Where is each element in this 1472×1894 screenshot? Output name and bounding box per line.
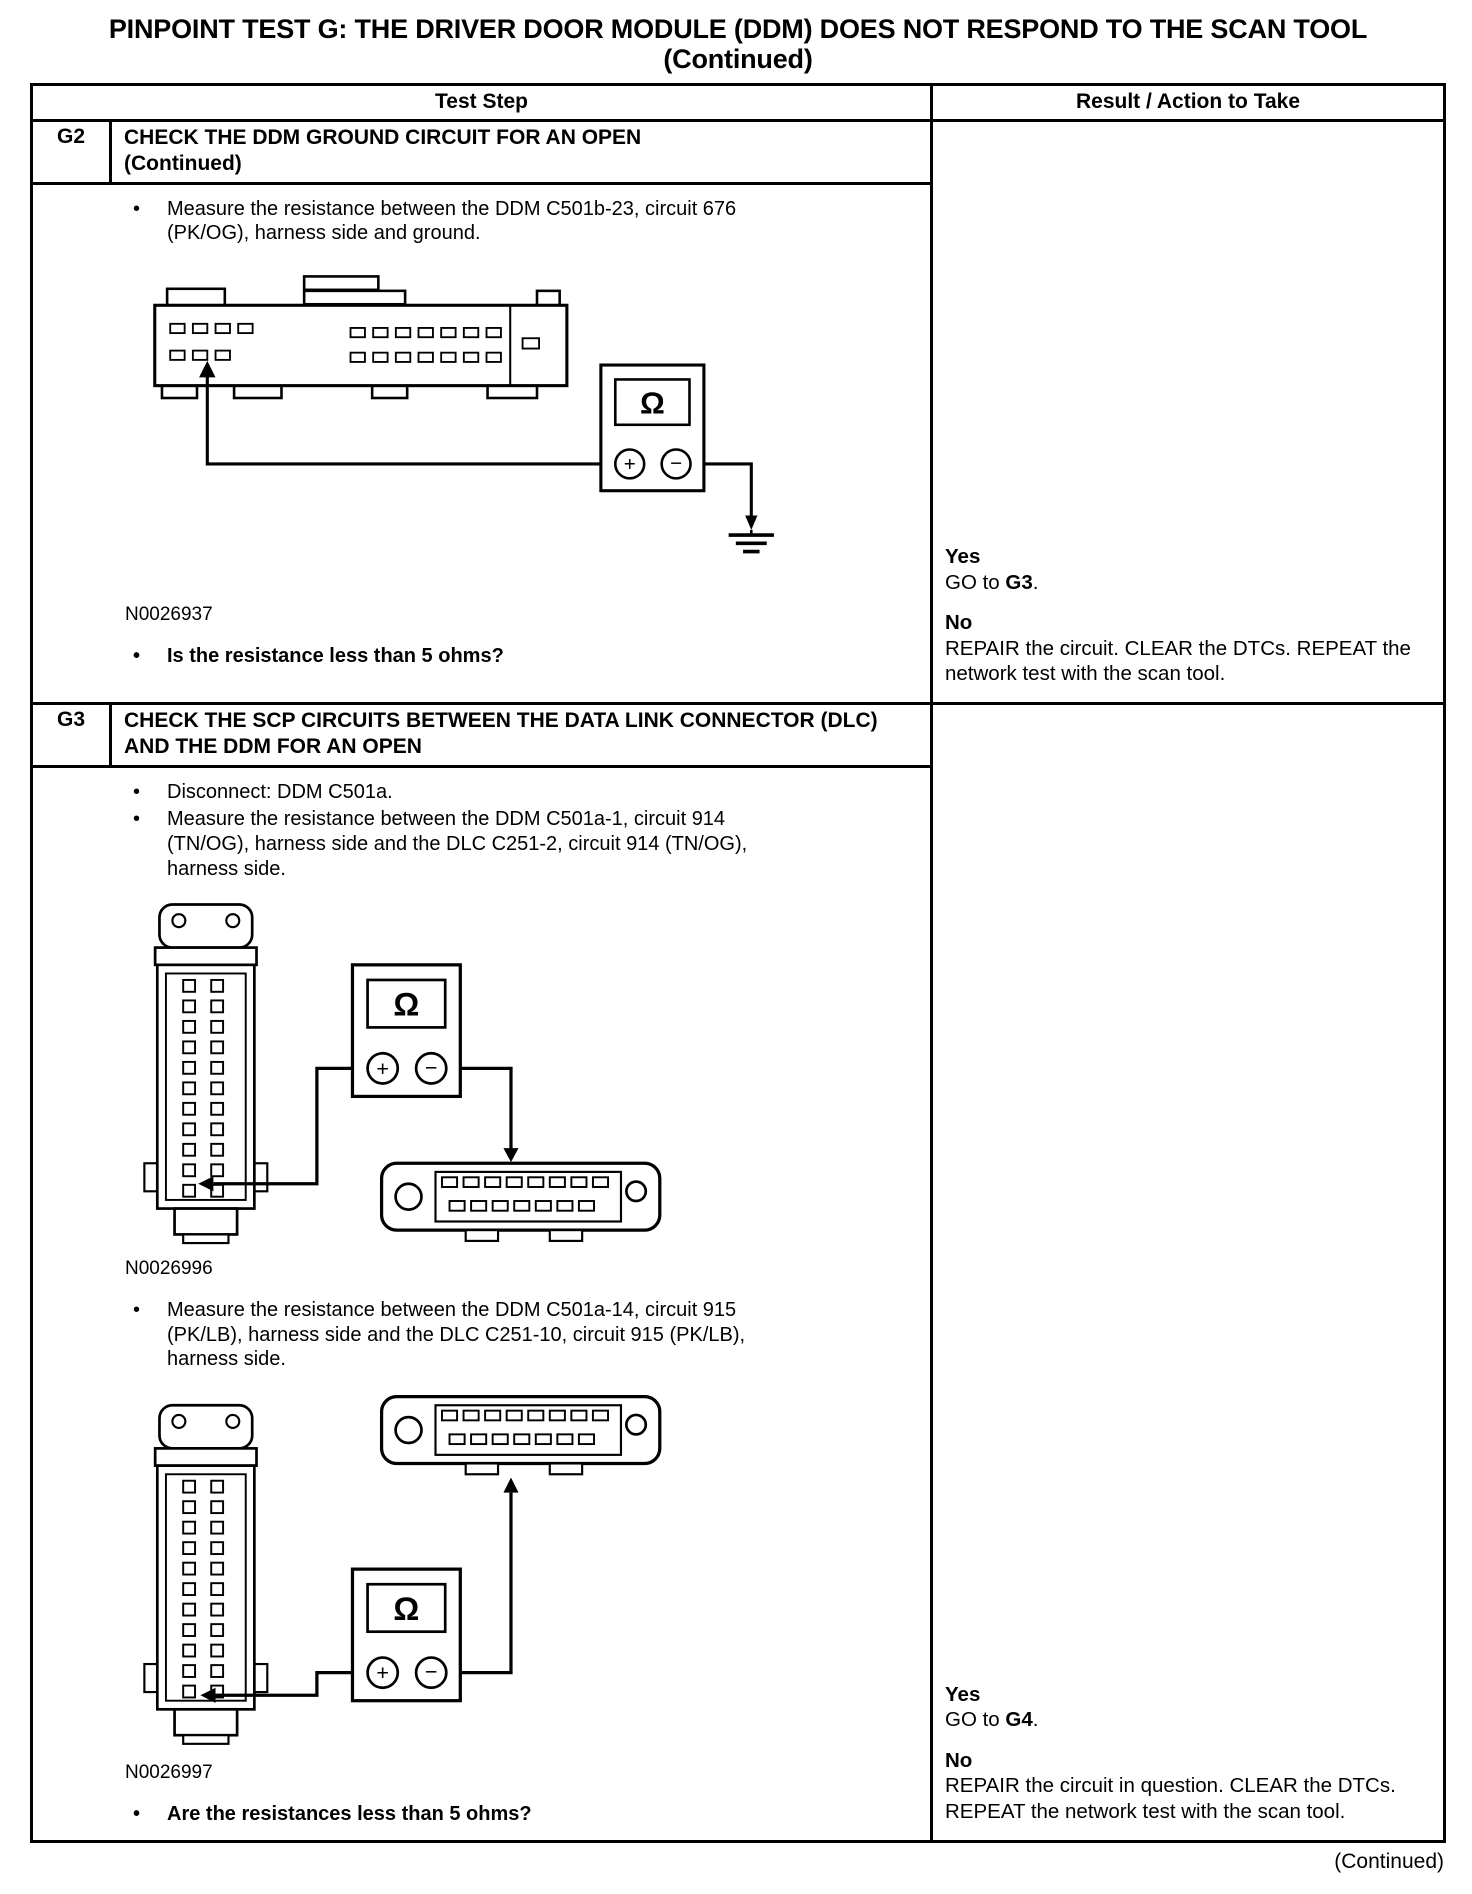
test-lead-wire [704,464,751,516]
step-g2-title-line1: CHECK THE DDM GROUND CIRCUIT FOR AN OPEN [124,126,642,150]
result-yes-block [945,1682,1431,1733]
figure-label: N0026996 [125,1257,213,1279]
document-title-line2: (Continued) [663,44,813,75]
figure-scp-circuit-915-measurement [125,1388,922,1784]
step-g2-test-step-cell [33,122,933,702]
step-g2-instructions [33,197,922,247]
figure-ddm-ground-measurement [125,262,922,626]
table-header-row [33,86,1443,122]
test-lead-wire [460,1493,511,1673]
result-action-text-part: GO to [945,1708,1006,1732]
result-action-target: G3 [1005,570,1033,594]
result-no-action: REPAIR the circuit in question. CLEAR the DTCs. REPEAT the network test with the scan tool. [945,1774,1396,1823]
result-yes-label: Yes [945,1683,981,1707]
col-header-result: Result / Action to Take [1075,90,1301,114]
result-action-text-part: . [1032,570,1039,594]
step-g2-id: G2 [33,122,112,181]
ground-symbol [729,516,774,552]
step-row-g3 [33,705,1443,1840]
figure-label: N0026937 [125,604,213,626]
dlc-connector-drawing [382,1397,660,1475]
ddm-c501b-connector-drawing [155,277,567,399]
step-g3-question [33,1802,922,1827]
step-g3-instructions-b [33,1298,922,1372]
document-title-line1: PINPOINT TEST G: THE DRIVER DOOR MODULE (DDM) DOES NOT RESPOND TO THE SCAN TOOL [108,14,1368,44]
step-g2-heading [33,122,930,184]
step-g3-body [33,768,930,1840]
step-g3-test-step-cell [33,705,933,1840]
step-g2-result-cell [933,122,1443,702]
figure-n0026997-drawing [131,1388,671,1760]
result-yes-label: Yes [945,545,981,569]
step-g3-heading [33,705,930,767]
step-g2-title [112,122,930,181]
pinpoint-test-table [30,83,1446,1843]
footer-continued: (Continued) [1334,1850,1444,1874]
result-no-label: No [945,1748,973,1772]
result-action-text-part: GO to [945,570,1006,594]
ddm-c501a-connector-drawing [144,904,267,1243]
instruction-bullet: • Measure the resistance between the DDM C501b-23, circuit 676 (PK/OG), harness side and ground. [125,197,807,247]
result-no-block [945,1748,1431,1824]
question-bullet: • Is the resistance less than 5 ohms? [125,644,807,669]
step-g3-title-line1: CHECK THE SCP CIRCUITS BETWEEN THE DATA LINK CONNECTOR (DLC) AND THE DDM FOR AN OPEN [124,709,878,759]
result-yes-block [945,544,1431,595]
result-action-text-part: . [1032,1708,1039,1732]
figure-n0026996-drawing [131,898,671,1256]
step-row-g2 [33,122,1443,705]
document-title [30,14,1446,74]
multimeter-icon [601,365,704,491]
instruction-bullet: • Measure the resistance between the DDM C501a-14, circuit 915 (PK/LB), harness side and the DLC C251-10, circuit 915 (PK/LB), harness side. [125,1298,807,1372]
instruction-bullet: • Disconnect: DDM C501a. [125,780,807,805]
multimeter-icon [352,1569,460,1701]
test-lead-wire [460,1068,511,1149]
probe-arrow [503,1148,518,1162]
step-g3-result-cell [933,705,1443,1840]
instruction-bullet: • Measure the resistance between the DDM C501a-1, circuit 914 (TN/OG), harness side and the DLC C251-2, circuit 914 (TN/OG), harness side. [125,807,807,881]
result-yes-action [945,570,1431,595]
result-no-label: No [945,611,973,635]
figure-n0026937-drawing [139,262,799,602]
result-no-action: REPAIR the circuit. CLEAR the DTCs. REPEAT the network test with the scan tool. [945,636,1411,686]
step-g2-question [33,644,922,669]
step-g2-title-line2: (Continued) [124,152,242,176]
result-no-block [945,610,1431,686]
step-g3-title [112,705,930,764]
step-g3-instructions-a [33,780,922,882]
step-g2-body [33,185,930,682]
multimeter-icon [352,965,460,1097]
result-action-target: G4 [1005,1708,1033,1732]
result-yes-action [945,1707,1431,1732]
figure-scp-circuit-914-measurement [125,898,922,1280]
col-header-test-step: Test Step [33,86,933,119]
figure-label: N0026997 [125,1762,213,1784]
question-bullet: • Are the resistances less than 5 ohms? [125,1802,807,1827]
dlc-connector-drawing [382,1163,660,1241]
step-g3-id: G3 [33,705,112,764]
probe-arrow [503,1478,518,1493]
